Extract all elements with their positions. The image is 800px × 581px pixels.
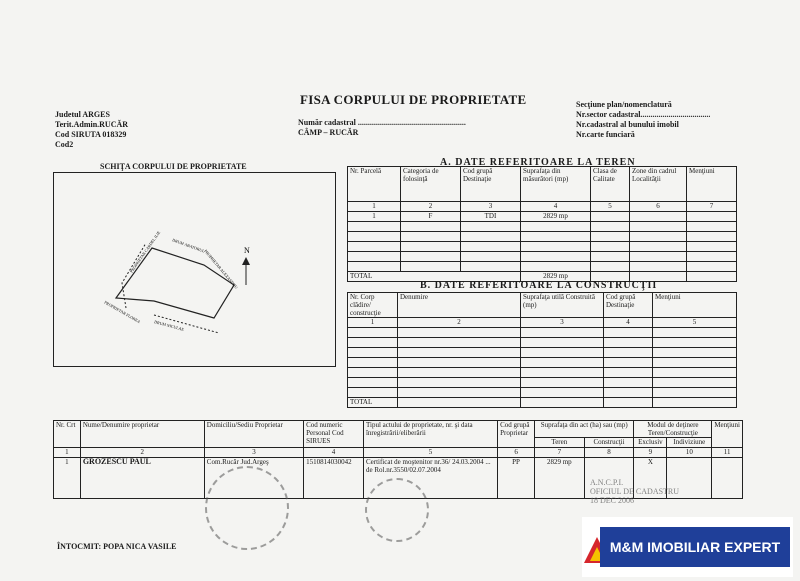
land-table bbox=[347, 166, 737, 282]
col-header: Suprafaţa din act (ha) sau (mp) bbox=[535, 421, 634, 438]
col-number: 1 bbox=[348, 202, 401, 212]
cell bbox=[591, 212, 630, 222]
north-label: N bbox=[244, 246, 250, 255]
cadastral-number: Număr cadastral ...................................................... bbox=[298, 118, 466, 127]
section-a-title: A. DATE REFERITOARE LA TEREN bbox=[440, 157, 636, 168]
col-number: 7 bbox=[535, 448, 585, 458]
sub-header: Indiviziune bbox=[667, 438, 712, 448]
sketch-label-2: DRUM ABATORUL bbox=[171, 237, 206, 254]
property-sketch bbox=[53, 172, 336, 367]
col-number: 4 bbox=[604, 318, 653, 328]
col-header: Nume/Denumire proprietar bbox=[80, 421, 204, 448]
sketch-drawing bbox=[54, 173, 335, 366]
col-header: Modul de deţinere Teren/Construcţie bbox=[634, 421, 712, 438]
sketch-label-5: PROPRIETAR ALEXANDRU bbox=[203, 248, 240, 290]
siruta-code: Cod SIRUTA 018329 bbox=[55, 130, 127, 139]
county: Judetul ARGES bbox=[55, 110, 110, 119]
owner-land-area: 2829 mp bbox=[535, 458, 585, 499]
col-number: 4 bbox=[521, 202, 591, 212]
cadastral-sector: Nr.sector cadastral................................... bbox=[576, 110, 711, 119]
col-number: 3 bbox=[521, 318, 604, 328]
col-header: Suprafaţa utilă Construită (mp) bbox=[521, 293, 604, 318]
owner-act: Certificat de moştenitor nr.36/ 24.03.2004 ... de Rol.nr.3550/02.07.2004 bbox=[363, 458, 497, 499]
document-title: FISA CORPULUI DE PROPRIETATE bbox=[300, 92, 527, 107]
stamp-line: OFICIUL DE CADASTRU bbox=[590, 487, 680, 496]
admin-territory: Terit.Admin.RUCĂR bbox=[55, 120, 129, 129]
total-label: TOTAL bbox=[348, 398, 398, 408]
col-header: Suprafaţa din măsurători (mp) bbox=[521, 167, 591, 202]
logo-text: M&M IMOBILIAR EXPERT bbox=[600, 527, 790, 567]
col-number: 3 bbox=[204, 448, 303, 458]
col-number: 4 bbox=[304, 448, 364, 458]
cell: 2829 mp bbox=[521, 212, 591, 222]
cell: F bbox=[401, 212, 461, 222]
sub-header: Construcţii bbox=[584, 438, 634, 448]
total-row bbox=[348, 398, 737, 408]
col-number: 1 bbox=[54, 448, 81, 458]
total-value: 2829 mp bbox=[521, 272, 591, 282]
center-header bbox=[298, 118, 466, 138]
owner-nr: 1 bbox=[54, 458, 81, 499]
stamp-line: A.N.C.P.I. bbox=[590, 478, 624, 487]
col-header: Menţiuni bbox=[712, 421, 743, 448]
section-plan: Secţiune plan/nomenclatură bbox=[576, 100, 672, 109]
owner-cnp: 1510814030042 bbox=[304, 458, 364, 499]
col-number: 10 bbox=[667, 448, 712, 458]
col-number: 9 bbox=[634, 448, 667, 458]
sketch-label-4: DRUM NICULAE bbox=[153, 319, 185, 332]
col-header: Nr. Crt bbox=[54, 421, 81, 448]
col-number: 11 bbox=[712, 448, 743, 458]
col-number: 1 bbox=[348, 318, 398, 328]
property-cadastral-number: Nr.cadastral al bunului imobil bbox=[576, 120, 679, 129]
col-number: 7 bbox=[687, 202, 737, 212]
col-number: 6 bbox=[630, 202, 687, 212]
code2: Cod2 bbox=[55, 140, 74, 149]
col-header: Cod grupă Destinaţie bbox=[461, 167, 521, 202]
sketch-title: SCHIŢA CORPULUI DE PROPRIETATE bbox=[100, 162, 247, 171]
owner-name: GROZESCU PAUL bbox=[80, 458, 204, 499]
col-number: 2 bbox=[398, 318, 521, 328]
construction-table bbox=[347, 292, 737, 408]
col-number: 5 bbox=[591, 202, 630, 212]
col-header: Menţiuni bbox=[653, 293, 737, 318]
col-number: 5 bbox=[363, 448, 497, 458]
left-header bbox=[55, 110, 128, 150]
col-number: 2 bbox=[80, 448, 204, 458]
col-header: Categoria de folosinţă bbox=[401, 167, 461, 202]
cell bbox=[687, 212, 737, 222]
table-row bbox=[348, 212, 737, 222]
col-header: Cod numeric Personal Cod SIRUES bbox=[304, 421, 364, 448]
sketch-label-1: PROPRIETAR CARDEL ILIE bbox=[128, 230, 162, 274]
col-number: 5 bbox=[653, 318, 737, 328]
official-stamp bbox=[365, 478, 429, 542]
ancpi-stamp bbox=[590, 478, 679, 505]
col-number: 2 bbox=[401, 202, 461, 212]
official-stamp bbox=[205, 466, 289, 550]
land-book-number: Nr.carte funciară bbox=[576, 130, 635, 139]
section-b-title: B. DATE REFERITOARE LA CONSTRUCŢII bbox=[420, 280, 658, 291]
col-header: Zone din cadrul Localităţii bbox=[630, 167, 687, 202]
col-header: Nr. Corp clădire/ construcţie bbox=[348, 293, 398, 318]
cell bbox=[630, 212, 687, 222]
col-number: 6 bbox=[498, 448, 535, 458]
col-header: Clasa de Calitate bbox=[591, 167, 630, 202]
col-number: 8 bbox=[584, 448, 634, 458]
col-header: Cod grupă Destinaţie bbox=[604, 293, 653, 318]
owner-exclusive: X bbox=[634, 458, 667, 499]
cell: 1 bbox=[348, 212, 401, 222]
north-arrow-head-icon bbox=[242, 257, 250, 265]
right-header bbox=[576, 100, 710, 140]
owner-domicile: Com.Rucăr Jud.Argeş bbox=[204, 458, 303, 499]
col-header: Domiciliu/Sediu Proprietar bbox=[204, 421, 303, 448]
col-header: Cod grupă Proprietar bbox=[498, 421, 535, 448]
prepared-by: ÎNTOCMIT: POPA NICA VASILE bbox=[57, 542, 177, 551]
col-number: 3 bbox=[461, 202, 521, 212]
owner-group: PP bbox=[498, 458, 535, 499]
sketch-label-3: PROPRIETAR FLOREA bbox=[103, 299, 142, 325]
cell: TDI bbox=[461, 212, 521, 222]
col-header: Tipul actului de proprietate, nr. şi data înregistrării/eliberării bbox=[363, 421, 497, 448]
total-label: TOTAL bbox=[348, 272, 521, 282]
sub-header: Exclusiv bbox=[634, 438, 667, 448]
col-header: Denumire bbox=[398, 293, 521, 318]
col-header: Nr. Parcelă bbox=[348, 167, 401, 202]
sub-header: Teren bbox=[535, 438, 585, 448]
stamp-line: 18 DEC 2006 bbox=[590, 496, 634, 505]
col-header: Menţiuni bbox=[687, 167, 737, 202]
location: CÂMP – RUCĂR bbox=[298, 128, 359, 137]
